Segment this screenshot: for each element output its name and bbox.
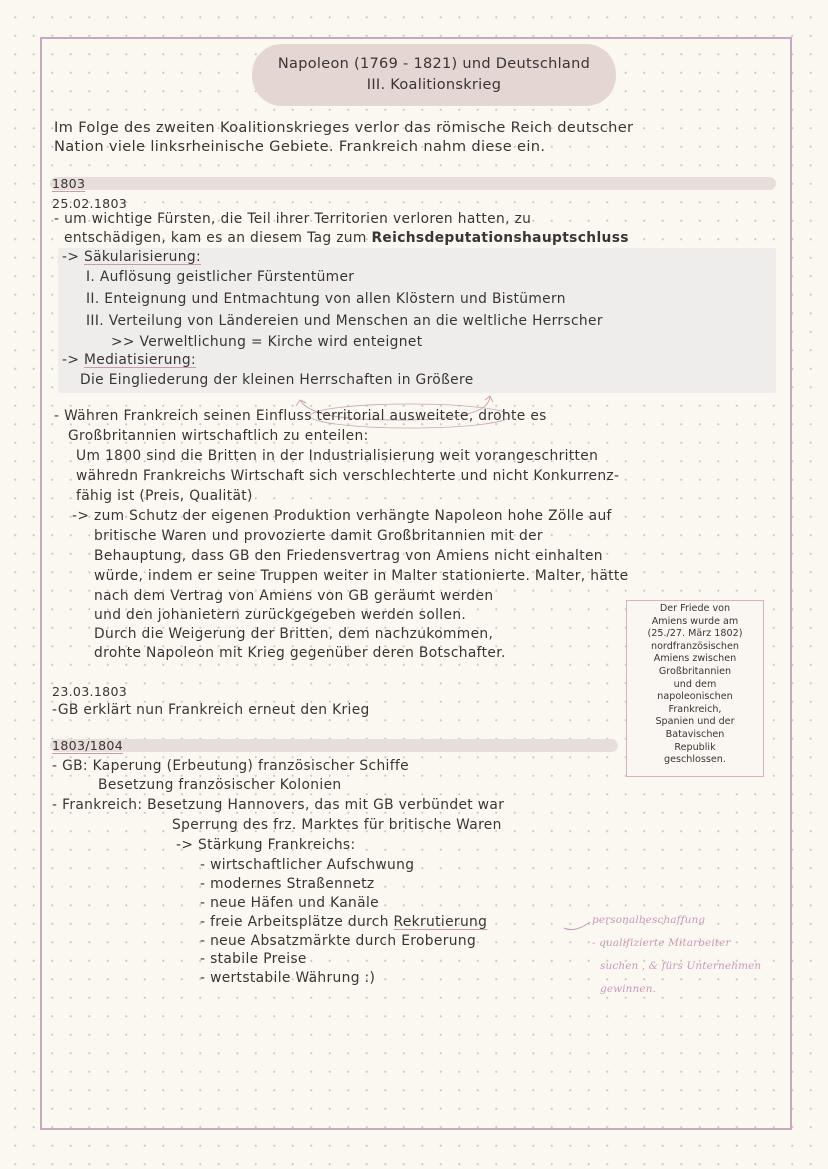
sidebox-line: geschlossen. [664, 754, 726, 766]
text-line: -> Stärkung Frankreichs: [176, 837, 356, 853]
text-line: - Währen Frankreich seinen Einfluss territorial ausweitete, drohte es [54, 408, 547, 424]
text-line: und den johanietern zurückgegeben werden sollen. [94, 607, 467, 623]
date-25-02-1803: 25.02.1803 [52, 196, 128, 211]
sidebox-line: Der Friede von [659, 603, 731, 614]
handnote-label: personalbeschaffung [592, 914, 706, 926]
mediatisierung-text: Die Eingliederung der kleinen Herrschaften in Größere [80, 372, 474, 388]
title-bubble [252, 44, 616, 106]
sidebox-line: (25./27. März 1802) [647, 628, 743, 640]
list-item-text: - freie Arbeitsplätze durch [200, 914, 394, 930]
text-line: Um 1800 sind die Britten in der Industrialisierung weit vorangeschritten [76, 448, 599, 464]
text-line: -> zum Schutz der eigenen Produktion verhängte Napoleon hohe Zölle auf [72, 508, 612, 524]
handnote-connector-icon [562, 918, 592, 934]
handnote-line: suchen , & fürs Unternehmen [600, 960, 762, 972]
text-line [64, 230, 629, 246]
arrow: -> [62, 249, 84, 265]
text-line: würde, indem er seine Truppen weiter in Malter stationierte. Malter, hätte [94, 568, 629, 584]
mediatisierung-term: Mediatisierung: [83, 352, 196, 368]
sidebox-line: Amiens zwischen [653, 653, 737, 665]
text-line: nach dem Vertrag von Amiens von GB geräumt werden [94, 588, 494, 604]
intro-line-1: Im Folge des zweiten Koalitionskrieges verlor das römische Reich deutscher [54, 119, 634, 136]
sidebox-line: nordfranzösischen [650, 640, 739, 652]
heading-1803: 1803 [52, 176, 86, 191]
text-line: -GB erklärt nun Frankreich erneut den Krieg [52, 702, 370, 718]
sidebox-line: Republik [674, 741, 716, 753]
list-item: III. Verteilung von Ländereien und Menschen an die weltliche Herrscher [86, 313, 603, 329]
text-line: fähig ist (Preis, Qualität) [76, 488, 253, 504]
text-line: währedn Frankreichs Wirtschaft sich verschlechterte und nicht Konkurrenz- [76, 468, 620, 484]
text-line: - GB: Kaperung (Erbeutung) französischer Schiffe [52, 758, 409, 774]
text-line: drohte Napoleon mit Krieg gegenüber deren Botschafter. [94, 645, 506, 661]
heading-bar-1804 [50, 739, 618, 752]
sidebox-line: und dem [673, 678, 717, 690]
text-line: Behauptung, dass GB den Friedensvertrag von Amiens nicht einhalten [94, 548, 603, 564]
heading-1803-1804: 1803/1804 [52, 738, 124, 753]
list-item: - wirtschaftlicher Aufschwung [200, 857, 415, 873]
page-subtitle: III. Koalitionskrieg [366, 77, 502, 93]
saekularisierung-result: >> Verweltlichung = Kirche wird enteignet [111, 334, 423, 350]
mediatisierung-label [62, 352, 196, 368]
list-item: - modernes Straßennetz [200, 876, 375, 892]
text-line: Durch die Weigerung der Britten, dem nachzukommen, [94, 626, 494, 642]
text-line: Besetzung französischer Kolonien [98, 777, 342, 793]
amiens-info-box [626, 600, 764, 777]
reichsdeputationshauptschluss-term: Reichsdeputationshauptschluss [371, 230, 629, 246]
list-item: - neue Absatzmärkte durch Eroberung [200, 933, 477, 949]
handnote-line: - qualifizierte Mitarbeiter [592, 937, 731, 949]
list-item [200, 914, 487, 930]
page-title: Napoleon (1769 - 1821) und Deutschland [277, 56, 591, 72]
sidebox-line: Spanien und der [655, 716, 735, 728]
list-item: II. Enteignung und Entmachtung von allen Klöstern und Bistümern [86, 291, 566, 307]
intro-line-2: Nation viele linksrheinische Gebiete. Frankreich nahm diese ein. [54, 138, 546, 155]
text-line: britische Waren und provozierte damit Großbritannien mit der [94, 528, 543, 544]
list-item: - neue Häfen und Kanäle [200, 895, 379, 911]
sidebox-line: Amiens wurde am [651, 615, 739, 627]
text-segment: entschädigen, kam es an diesem Tag zum [64, 230, 367, 246]
date-23-03-1803: 23.03.1803 [52, 684, 128, 699]
sidebox-line: Frankreich, [668, 703, 722, 715]
text-line: - um wichtige Fürsten, die Teil ihrer Territorien verloren hatten, zu [54, 211, 532, 227]
list-item: - stabile Preise [200, 951, 307, 967]
saekularisierung-term: Säkularisierung: [83, 249, 201, 265]
list-item: I. Auflösung geistlicher Fürstentümer [86, 269, 355, 285]
text-line: Großbritannien wirtschaftlich zu enteilen: [68, 428, 369, 444]
saekularisierung-label [62, 249, 201, 265]
sidebox-line: napoleonischen [657, 691, 733, 703]
rekrutierung-term: Rekrutierung [393, 914, 488, 930]
sidebox-line: Großbritannien [658, 665, 732, 677]
text-line: - Frankreich: Besetzung Hannovers, das mit GB verbündet war [52, 797, 505, 813]
arrow: -> [62, 352, 84, 368]
handnote-line: gewinnen. [600, 983, 657, 995]
text-line: Sperrung des frz. Marktes für britische Waren [172, 817, 502, 833]
heading-bar-1803 [50, 177, 776, 190]
sidebox-line: Batavischen [665, 728, 725, 740]
list-item: - wertstabile Währung :) [200, 970, 376, 986]
